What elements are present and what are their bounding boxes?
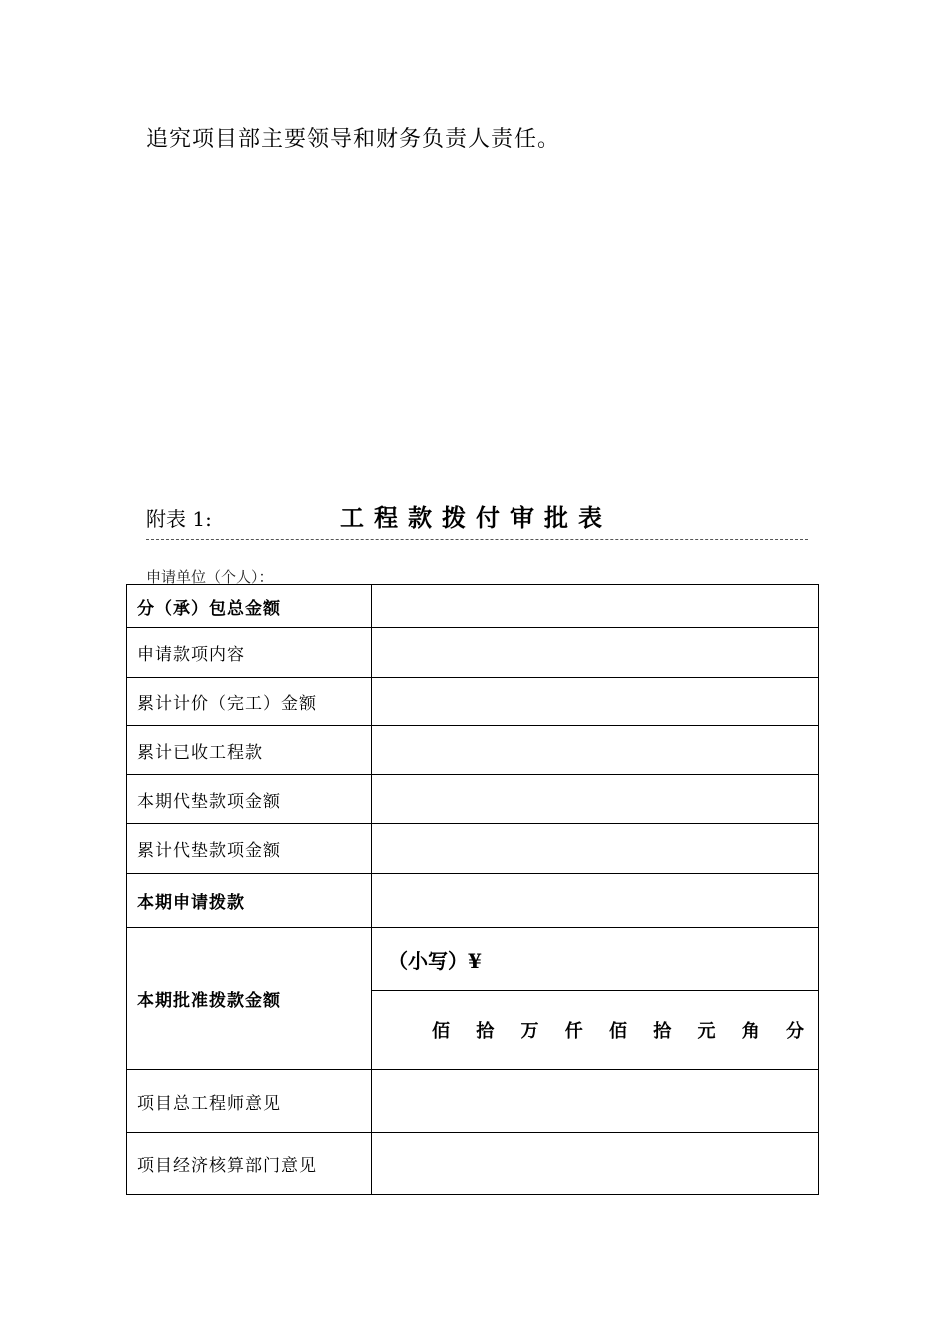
form-row [127, 874, 819, 928]
row-label-period-advance: 本期代垫款项金额 [127, 775, 372, 824]
form-row [127, 628, 819, 678]
value-cell-period-request[interactable] [372, 874, 819, 928]
value-cell-cumulative-valuation[interactable] [372, 678, 819, 726]
form-row [127, 1133, 819, 1195]
form-row [127, 678, 819, 726]
row-label-cumulative-received: 累计已收工程款 [127, 726, 372, 775]
form-row [127, 928, 819, 991]
form-row [127, 726, 819, 775]
row-label-total-amount: 分（承）包总金额 [127, 585, 372, 628]
applicant-label: 申请单位（个人）： [146, 568, 274, 586]
unit-shi-2: 拾 [653, 1021, 672, 1042]
appendix-label: 附表 1: [146, 507, 212, 531]
row-label-request-content: 申请款项内容 [127, 628, 372, 678]
row-label-approved-amount: 本期批准拨款金额 [127, 928, 372, 1070]
value-cell-request-content[interactable] [372, 628, 819, 678]
body-paragraph: 追究项目部主要领导和财务负责人责任。 [146, 127, 561, 152]
form-row [127, 824, 819, 874]
value-cell-chief-engineer-opinion[interactable] [372, 1070, 819, 1133]
value-cell-period-advance[interactable] [372, 775, 819, 824]
value-cell-amount-units[interactable] [372, 991, 819, 1070]
value-cell-amount-small[interactable] [372, 928, 819, 991]
row-label-period-request: 本期申请拨款 [127, 874, 372, 928]
form-title: 工程款拨付审批表 [340, 503, 612, 532]
dashed-divider [146, 539, 808, 540]
unit-fen: 分 [786, 1021, 804, 1042]
row-label-accounting-opinion: 项目经济核算部门意见 [127, 1133, 372, 1195]
unit-wan: 万 [520, 1021, 539, 1042]
unit-bai-2: 佰 [609, 1021, 627, 1042]
unit-jiao: 角 [741, 1021, 760, 1042]
row-label-cumulative-advance: 累计代垫款项金额 [127, 824, 372, 874]
form-row [127, 585, 819, 628]
value-cell-cumulative-received[interactable] [372, 726, 819, 775]
value-cell-total-amount[interactable] [372, 585, 819, 628]
value-cell-cumulative-advance[interactable] [372, 824, 819, 874]
form-row [127, 1070, 819, 1133]
amount-units [382, 1017, 808, 1043]
row-label-cumulative-valuation: 累计计价（完工）金额 [127, 678, 372, 726]
unit-yuan: 元 [697, 1021, 716, 1042]
value-cell-accounting-opinion[interactable] [372, 1133, 819, 1195]
row-label-chief-engineer-opinion: 项目总工程师意见 [127, 1070, 372, 1133]
unit-qian: 仟 [564, 1021, 583, 1042]
approval-form-table [126, 584, 819, 1195]
unit-bai: 佰 [432, 1021, 450, 1042]
small-amount-label: （小写）¥ [388, 948, 482, 973]
form-row [127, 775, 819, 824]
unit-shi: 拾 [476, 1021, 495, 1042]
